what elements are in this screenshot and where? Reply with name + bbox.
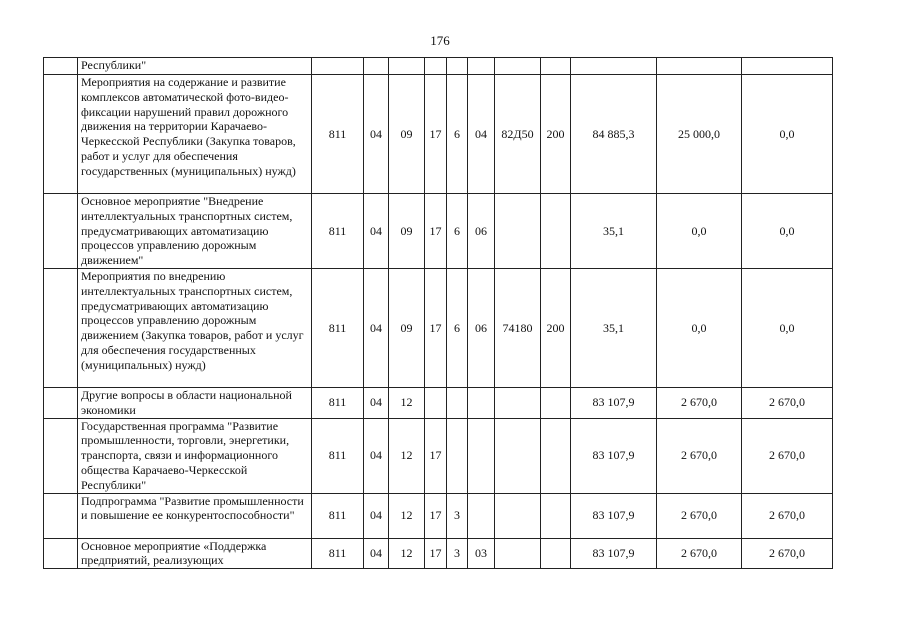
page-number: 176 [430, 33, 450, 48]
expense-type-cell: 200 [541, 75, 571, 194]
admin-code-cell: 811 [312, 194, 364, 269]
table-row [44, 493, 833, 538]
section-code-cell: 04 [364, 75, 389, 194]
subprogram-code-cell: 6 [447, 75, 468, 194]
amount-year3-cell: 2 670,0 [742, 418, 833, 493]
activity-code-cell [468, 493, 495, 538]
program-code-cell [425, 388, 447, 419]
expense-type-cell [541, 493, 571, 538]
row-marker-cell [44, 538, 78, 569]
amount-year3-cell: 0,0 [742, 75, 833, 194]
expense-type-cell [541, 388, 571, 419]
amount-year3-cell: 2 670,0 [742, 388, 833, 419]
row-marker-cell [44, 58, 78, 75]
amount-year3-cell: 2 670,0 [742, 493, 833, 538]
amount-year2-cell: 0,0 [657, 269, 742, 388]
subprogram-code-cell [447, 418, 468, 493]
row-marker-cell [44, 388, 78, 419]
subprogram-code-cell [447, 58, 468, 75]
amount-year3-cell: 0,0 [742, 194, 833, 269]
program-code-cell: 17 [425, 194, 447, 269]
subprogram-code-cell: 3 [447, 538, 468, 569]
item-name-cell: Государственная программа "Развитие промышленности, торговли, энергетики, транспорта, связи и информационного общества Карачаево-Черкесской Республики" [78, 418, 312, 493]
amount-year1-cell: 83 107,9 [571, 493, 657, 538]
subprogram-code-cell: 6 [447, 269, 468, 388]
direction-code-cell [495, 388, 541, 419]
expense-type-cell: 200 [541, 269, 571, 388]
table-row [44, 269, 833, 388]
direction-code-cell [495, 538, 541, 569]
amount-year2-cell: 0,0 [657, 194, 742, 269]
section-code-cell: 04 [364, 269, 389, 388]
activity-code-cell [468, 388, 495, 419]
amount-year3-cell: 0,0 [742, 269, 833, 388]
section-code-cell: 04 [364, 493, 389, 538]
table-row [44, 538, 833, 569]
amount-year2-cell: 2 670,0 [657, 388, 742, 419]
row-marker-cell [44, 75, 78, 194]
item-name-cell: Республики" [78, 58, 312, 75]
admin-code-cell: 811 [312, 269, 364, 388]
subsection-code-cell: 09 [389, 269, 425, 388]
subsection-code-cell: 09 [389, 194, 425, 269]
activity-code-cell [468, 418, 495, 493]
admin-code-cell: 811 [312, 75, 364, 194]
subsection-code-cell: 12 [389, 493, 425, 538]
item-name-cell: Основное мероприятие "Внедрение интеллектуальных транспортных систем, предусматривающих автоматизацию процессов управлению дорожным движением" [78, 194, 312, 269]
item-name-cell: Другие вопросы в области национальной экономики [78, 388, 312, 419]
row-marker-cell [44, 418, 78, 493]
program-code-cell: 17 [425, 418, 447, 493]
admin-code-cell: 811 [312, 418, 364, 493]
subsection-code-cell: 12 [389, 418, 425, 493]
direction-code-cell [495, 493, 541, 538]
amount-year1-cell: 83 107,9 [571, 388, 657, 419]
amount-year2-cell: 2 670,0 [657, 418, 742, 493]
subsection-code-cell: 09 [389, 75, 425, 194]
direction-code-cell: 74180 [495, 269, 541, 388]
table-row [44, 58, 833, 75]
table-row [44, 418, 833, 493]
amount-year3-cell [742, 58, 833, 75]
subprogram-code-cell [447, 388, 468, 419]
expense-type-cell [541, 538, 571, 569]
amount-year2-cell: 2 670,0 [657, 538, 742, 569]
item-name-cell: Мероприятия по внедрению интеллектуальных транспортных систем, предусматривающих автоматизацию процессов управлению дорожным движением (Закупка товаров, работ и услуг для обеспечения государственных (муниципальных) нужд) [78, 269, 312, 388]
admin-code-cell: 811 [312, 493, 364, 538]
section-code-cell [364, 58, 389, 75]
row-marker-cell [44, 493, 78, 538]
program-code-cell: 17 [425, 493, 447, 538]
amount-year2-cell: 25 000,0 [657, 75, 742, 194]
admin-code-cell: 811 [312, 538, 364, 569]
amount-year1-cell: 84 885,3 [571, 75, 657, 194]
program-code-cell: 17 [425, 269, 447, 388]
subprogram-code-cell: 6 [447, 194, 468, 269]
subsection-code-cell: 12 [389, 538, 425, 569]
item-name-cell: Подпрограмма "Развитие промышленности и повышение ее конкурентоспособности" [78, 493, 312, 538]
section-code-cell: 04 [364, 418, 389, 493]
amount-year1-cell [571, 58, 657, 75]
amount-year1-cell: 35,1 [571, 194, 657, 269]
table-row [44, 194, 833, 269]
item-name-cell: Мероприятия на содержание и развитие комплексов автоматической фото-видео-фиксации нарушений правил дорожного движения на территории Карачаево-Черкесской Республики (Закупка товаров, работ и услуг для обеспечения государственных (муниципальных) нужд) [78, 75, 312, 194]
section-code-cell: 04 [364, 388, 389, 419]
direction-code-cell [495, 418, 541, 493]
row-marker-cell [44, 269, 78, 388]
amount-year1-cell: 35,1 [571, 269, 657, 388]
row-marker-cell [44, 194, 78, 269]
direction-code-cell [495, 194, 541, 269]
activity-code-cell: 03 [468, 538, 495, 569]
activity-code-cell: 04 [468, 75, 495, 194]
admin-code-cell [312, 58, 364, 75]
table-row [44, 75, 833, 194]
subsection-code-cell: 12 [389, 388, 425, 419]
expense-type-cell [541, 58, 571, 75]
subsection-code-cell [389, 58, 425, 75]
program-code-cell [425, 58, 447, 75]
budget-table [43, 57, 833, 569]
expense-type-cell [541, 418, 571, 493]
amount-year2-cell [657, 58, 742, 75]
admin-code-cell: 811 [312, 388, 364, 419]
amount-year3-cell: 2 670,0 [742, 538, 833, 569]
program-code-cell: 17 [425, 538, 447, 569]
activity-code-cell: 06 [468, 194, 495, 269]
direction-code-cell: 82Д50 [495, 75, 541, 194]
section-code-cell: 04 [364, 538, 389, 569]
amount-year1-cell: 83 107,9 [571, 418, 657, 493]
item-name-cell: Основное мероприятие «Поддержка предприятий, реализующих [78, 538, 312, 569]
expense-type-cell [541, 194, 571, 269]
direction-code-cell [495, 58, 541, 75]
amount-year1-cell: 83 107,9 [571, 538, 657, 569]
subprogram-code-cell: 3 [447, 493, 468, 538]
section-code-cell: 04 [364, 194, 389, 269]
amount-year2-cell: 2 670,0 [657, 493, 742, 538]
table-row [44, 388, 833, 419]
program-code-cell: 17 [425, 75, 447, 194]
activity-code-cell: 06 [468, 269, 495, 388]
activity-code-cell [468, 58, 495, 75]
